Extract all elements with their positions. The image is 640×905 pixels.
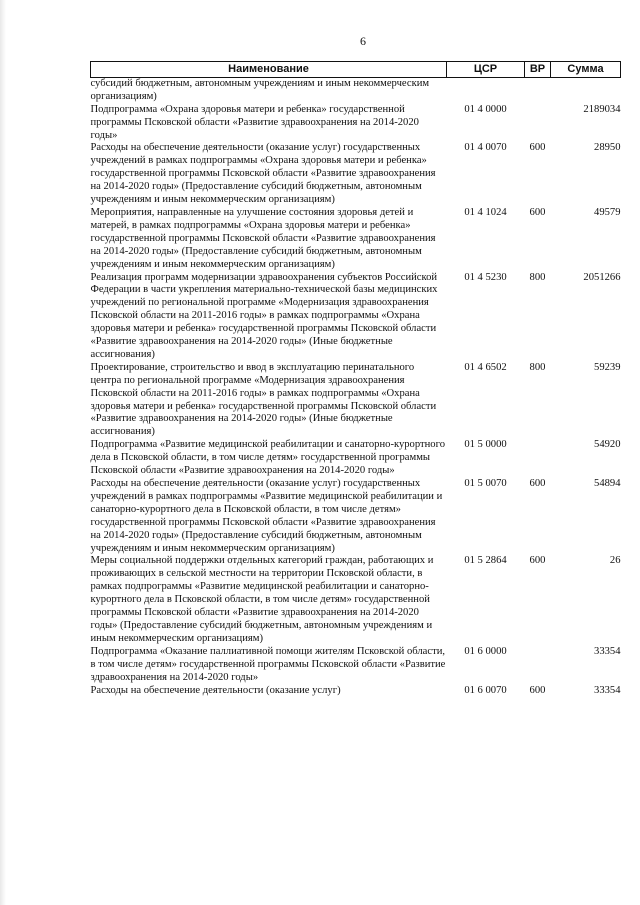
table-row: [91, 646, 621, 685]
row-name: Подпрограмма «Развитие медицинской реабилитации и санаторно-курортного дела в Псковской области, в том числе детям» государственной программы Псковской области «Развитие здравоохранения на 2014-2020 годы»: [90, 439, 445, 477]
row-csr: 01 4 5230: [464, 271, 507, 283]
scan-edge: [0, 0, 6, 905]
table-row: [91, 685, 621, 698]
row-vr: 600: [529, 478, 546, 489]
row-csr: 01 5 0070: [464, 478, 507, 489]
table-row: [91, 555, 621, 645]
row-name: Проектирование, строительство и ввод в эксплуатацию перинатального центра по региональной программе «Модернизация здравоохранения Псковской области на 2011-2016 годы» в рамках подпрограммы «Охрана здоровья матери и ребенка» государственной программы Псковской области «Развитие здравоохранения на 2014-2020 годы» (Иные бюджетные ассигнования): [90, 361, 437, 438]
table-row: [91, 478, 621, 555]
header-sum: Сумма: [551, 62, 621, 78]
row-sum: 54920: [594, 439, 621, 451]
row-vr: 600: [529, 206, 546, 218]
row-sum: 33354: [594, 684, 621, 696]
table-row: [91, 207, 621, 272]
row-sum: [551, 77, 621, 103]
row-name: Расходы на обеспечение деятельности (оказание услуг) государственных учреждений в рамках подпрограммы «Охрана здоровья матери и ребенка» государственной программы Псковской области «Развитие здравоохранения на 2014-2020 годы» (Предоставление субсидий бюджетным, автономным учреждениям и иным некоммерческим организациям): [90, 142, 436, 206]
row-vr: [525, 77, 551, 103]
page-number: 6: [360, 34, 366, 48]
row-sum: 2051266: [583, 271, 621, 283]
row-csr: 01 4 0070: [464, 142, 507, 154]
row-sum: 26: [609, 555, 621, 567]
row-csr: 01 6 0070: [464, 684, 507, 696]
row-csr: 01 4 6502: [464, 361, 507, 373]
row-name: Мероприятия, направленные на улучшение состояния здоровья детей и матерей, в рамках подпрограммы «Охрана здоровья матери и ребенка» государственной программы Псковской области «Развитие здравоохранения на 2014-2020 годы» (Предоставление субсидий бюджетным, автономным учреждениям и иным некоммерческим организациям): [90, 206, 436, 270]
row-vr: 800: [529, 271, 546, 283]
row-name: Меры социальной поддержки отдельных категорий граждан, работающих и проживающих в сельской местности на территории Псковской области, в рамках подпрограммы «Развитие медицинской реабилитации и санаторно-курортного дела в Псковской области, в том числе детям» государственной программы Псковской области «Развитие здравоохранения на 2014-2020 годы» (Предоставление субсидий бюджетным, автономным учреждениям и иным некоммерческим организациям): [90, 555, 434, 644]
row-name: Подпрограмма «Охрана здоровья матери и ребенка» государственной программы Псковской области «Развитие здравоохранения на 2014-2020 годы»: [90, 103, 419, 141]
row-name: Расходы на обеспечение деятельности (оказание услуг) государственных учреждений в рамках подпрограммы «Развитие медицинской реабилитации и санаторно-курортного дела в Псковской области, в том числе детям» государственной программы Псковской области «Развитие здравоохранения на 2014-2020 годы» (Предоставление субсидий бюджетным, автономным учреждениям и иным некоммерческим организациям): [90, 478, 443, 554]
row-vr: [525, 104, 551, 143]
header-csr: ЦСР: [447, 62, 525, 78]
table-header-row: [91, 62, 621, 78]
row-sum: 49579: [594, 206, 621, 218]
row-csr: 01 5 0000: [464, 439, 507, 451]
table-row: [91, 272, 621, 362]
row-sum: 28950: [594, 142, 621, 154]
row-csr: 01 4 1024: [464, 206, 507, 218]
table-row: [91, 77, 621, 103]
row-vr: [525, 439, 551, 478]
header-vr: ВР: [525, 62, 551, 78]
table-row: [91, 142, 621, 207]
row-name: субсидий бюджетным, автономным учреждениям и иным некоммерческим организациям): [90, 77, 430, 102]
row-csr: 01 4 0000: [464, 103, 507, 115]
table-row: [91, 362, 621, 439]
row-vr: 600: [529, 142, 546, 154]
row-sum: 2189034: [583, 103, 621, 115]
budget-table: [90, 61, 621, 697]
row-vr: 800: [529, 361, 546, 373]
table-row: [91, 439, 621, 478]
row-name: Подпрограмма «Оказание паллиативной помощи жителям Псковской области, в том числе детям» государственной программы Псковской области «Развитие здравоохранения на 2014-2020 годы»: [90, 645, 446, 683]
row-name: Расходы на обеспечение деятельности (оказание услуг): [90, 684, 341, 696]
row-vr: [525, 646, 551, 685]
row-vr: 600: [529, 684, 546, 696]
row-csr: 01 5 2864: [464, 555, 507, 567]
header-name: Наименование: [91, 62, 447, 78]
row-sum: 54894: [594, 478, 621, 489]
row-csr: [447, 77, 525, 103]
row-sum: 59239: [594, 361, 621, 373]
row-sum: 33354: [594, 645, 621, 657]
row-vr: 600: [529, 555, 546, 567]
table-row: [91, 104, 621, 143]
row-csr: 01 6 0000: [464, 645, 507, 657]
row-name: Реализация программ модернизации здравоохранения субъектов Российской Федерации в части укрепления материально-технической базы медицинских учреждений по региональной программе «Модернизация здравоохранения Псковской области на 2011-2016 годы» в рамках подпрограммы «Охрана здоровья матери и ребенка» государственной программы Псковской области «Развитие здравоохранения на 2014-2020 годы» (Иные бюджетные ассигнования): [90, 271, 438, 360]
